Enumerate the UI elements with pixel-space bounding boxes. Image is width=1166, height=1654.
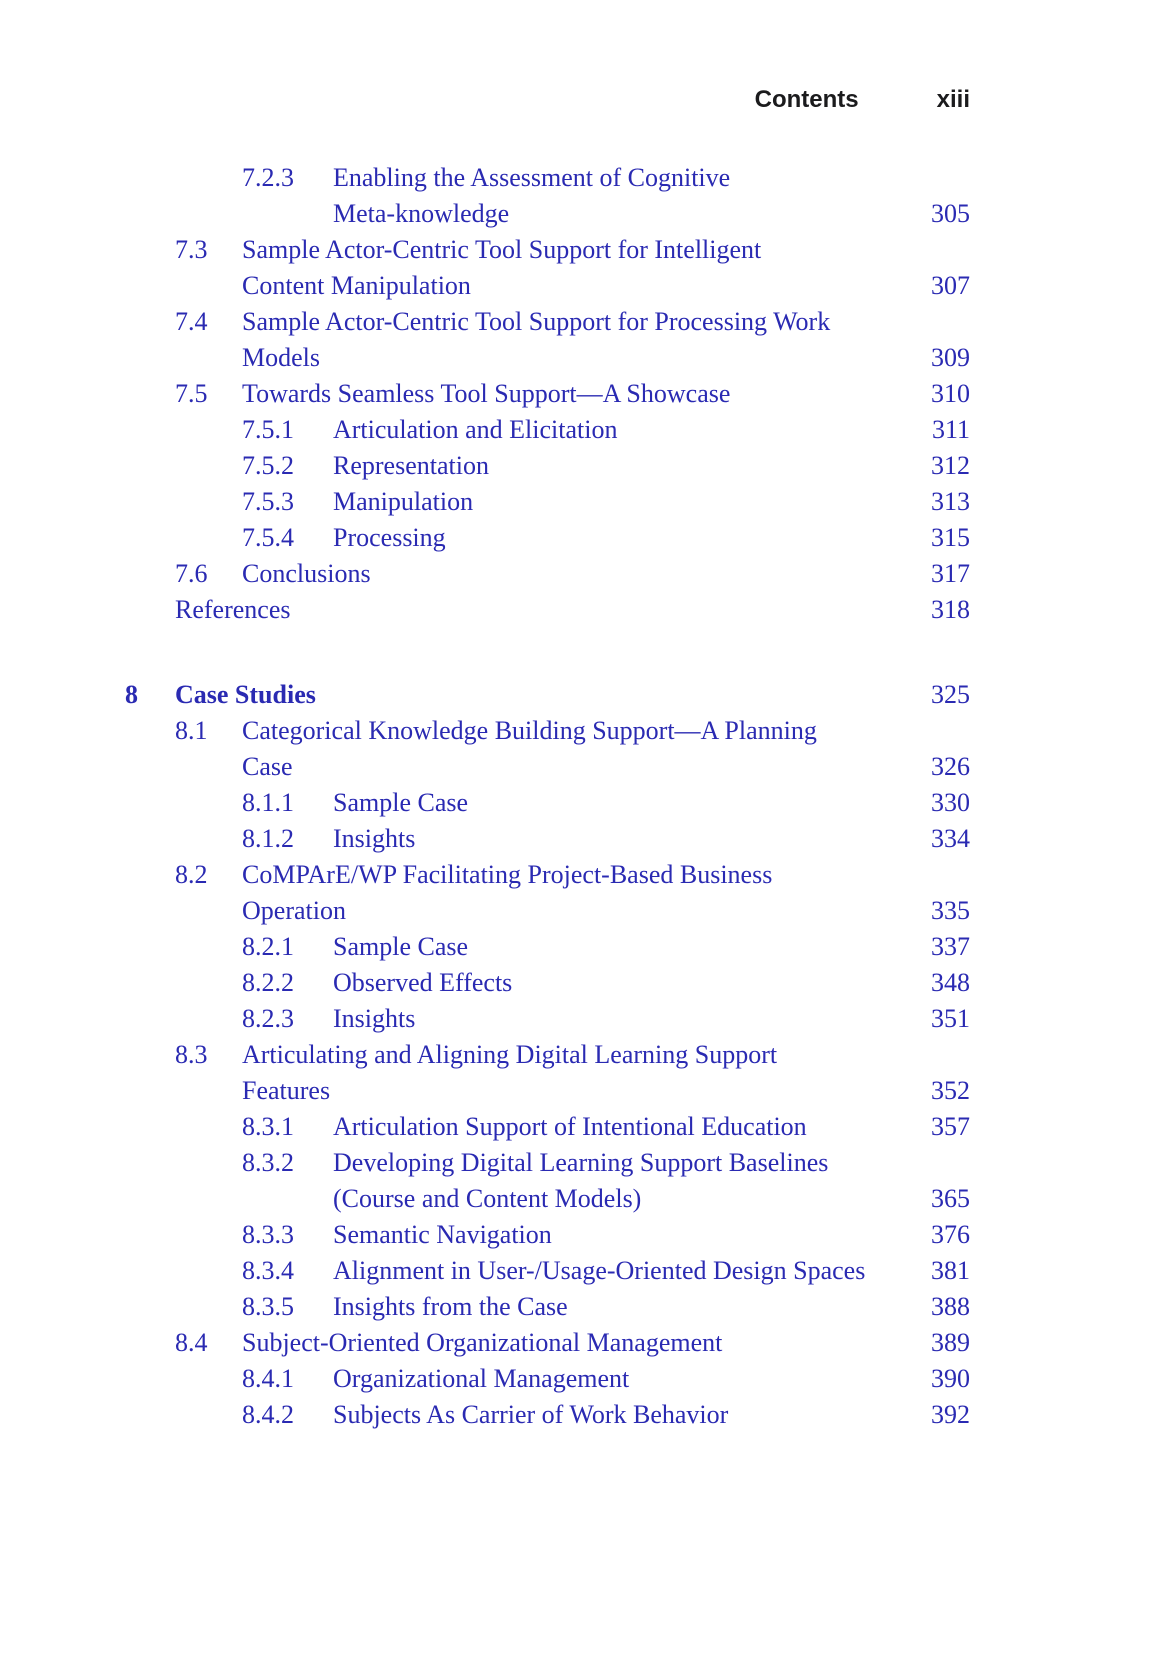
toc-entry-title[interactable]: Articulation Support of Intentional Education	[333, 1112, 807, 1141]
toc-entry-title[interactable]: Insights from the Case	[333, 1292, 568, 1321]
toc-entry-page[interactable]: 326	[931, 752, 970, 781]
toc-entry	[125, 1037, 970, 1109]
toc-entry-title[interactable]: Sample Case	[333, 788, 469, 817]
toc-entry	[125, 520, 970, 556]
toc-entry-number[interactable]: 7.5.4	[242, 523, 294, 552]
toc-entry-page[interactable]: 311	[931, 415, 970, 444]
toc-entry-title[interactable]: Towards Seamless Tool Support—A Showcase	[242, 379, 731, 408]
toc-entry-page[interactable]: 325	[931, 680, 970, 709]
toc-entry-page[interactable]: 305	[931, 199, 970, 228]
toc-entry-number[interactable]: 8	[125, 680, 138, 709]
toc-entry-title[interactable]: Organizational Management	[333, 1364, 630, 1393]
toc-entry-number[interactable]: 8.1.2	[242, 824, 294, 853]
toc-entry	[125, 1145, 970, 1217]
toc-entry-title[interactable]: Manipulation	[333, 487, 474, 516]
toc-entry-title[interactable]: Developing Digital Learning Support Baselines (Course and Content Models)	[333, 1148, 829, 1213]
toc-entry-page[interactable]: 335	[931, 896, 970, 925]
toc-entry-page[interactable]: 357	[931, 1112, 970, 1141]
toc-entry-number[interactable]: 8.4.2	[242, 1400, 294, 1429]
toc-entry-title[interactable]: Conclusions	[242, 559, 371, 588]
toc-entry	[125, 448, 970, 484]
toc-list	[125, 160, 970, 1433]
toc-entry-number[interactable]: 7.3	[175, 235, 208, 264]
toc-entry-number[interactable]: 7.2.3	[242, 163, 294, 192]
toc-entry-title[interactable]: Categorical Knowledge Building Support—A Planning Case	[242, 716, 817, 781]
toc-entry-title[interactable]: Subject-Oriented Organizational Management	[242, 1328, 723, 1357]
toc-entry	[125, 965, 970, 1001]
toc-entry	[125, 857, 970, 929]
toc-entry-number[interactable]: 8.2	[175, 860, 208, 889]
toc-entry-number[interactable]: 7.5.3	[242, 487, 294, 516]
header-title: Contents	[754, 86, 859, 113]
toc-entry-title[interactable]: CoMPArE/WP Facilitating Project-Based Business Operation	[242, 860, 773, 925]
toc-entry-number[interactable]: 8.2.2	[242, 968, 294, 997]
toc-entry	[125, 1361, 970, 1397]
toc-entry-page[interactable]: 389	[931, 1328, 970, 1357]
toc-entry-page[interactable]: 388	[931, 1292, 970, 1321]
toc-entry-title[interactable]: Articulation and Elicitation	[333, 415, 618, 444]
toc-entry-number[interactable]: 8.3.5	[242, 1292, 294, 1321]
toc-entry-page[interactable]: 317	[931, 559, 970, 588]
toc-entry-page[interactable]: 352	[931, 1076, 970, 1105]
toc-entry	[125, 1109, 970, 1145]
toc-entry-number[interactable]: 7.5	[175, 379, 208, 408]
toc-entry-number[interactable]: 7.5.2	[242, 451, 294, 480]
toc-entry-page[interactable]: 351	[931, 1004, 970, 1033]
toc-entry-page[interactable]: 309	[931, 343, 970, 372]
toc-entry-page[interactable]: 390	[931, 1364, 970, 1393]
toc-entry-page[interactable]: 330	[931, 788, 970, 817]
toc-entry-number[interactable]: 8.3.1	[242, 1112, 294, 1141]
toc-entry-title[interactable]: Processing	[333, 523, 446, 552]
toc-entry-title[interactable]: Observed Effects	[333, 968, 513, 997]
toc-entry-title[interactable]: Alignment in User-/Usage-Oriented Design Spaces	[333, 1256, 866, 1285]
toc-entry-number[interactable]: 8.4.1	[242, 1364, 294, 1393]
toc-entry-title[interactable]: Articulating and Aligning Digital Learning Support Features	[242, 1040, 778, 1105]
toc-entry-page[interactable]: 334	[931, 824, 970, 853]
running-head	[125, 86, 970, 114]
toc-entry-page[interactable]: 313	[931, 487, 970, 516]
toc-entry-number[interactable]: 8.2.1	[242, 932, 294, 961]
toc-entry-number[interactable]: 7.4	[175, 307, 208, 336]
toc-entry	[125, 677, 970, 713]
toc-entry	[125, 1217, 970, 1253]
toc-entry-number[interactable]: 8.2.3	[242, 1004, 294, 1033]
toc-entry-title[interactable]: Case Studies	[175, 680, 316, 709]
toc-entry	[125, 821, 970, 857]
toc-entry	[125, 1325, 970, 1361]
toc-entry-page[interactable]: 307	[931, 271, 970, 300]
toc-entry-number[interactable]: 8.4	[175, 1328, 208, 1357]
toc-entry-number[interactable]: 8.3.3	[242, 1220, 294, 1249]
toc-entry-number[interactable]: 8.3.2	[242, 1148, 294, 1177]
toc-entry	[125, 592, 970, 628]
toc-entry-page[interactable]: 392	[931, 1400, 970, 1429]
toc-entry-page[interactable]: 318	[931, 595, 970, 624]
header-page-number: xiii	[936, 86, 970, 113]
toc-entry-title[interactable]: Subjects As Carrier of Work Behavior	[333, 1400, 729, 1429]
toc-entry-title[interactable]: References	[175, 595, 291, 624]
toc-entry	[125, 376, 970, 412]
toc-entry-page[interactable]: 365	[931, 1184, 970, 1213]
toc-entry	[125, 232, 970, 304]
toc-entry-title[interactable]: Insights	[333, 1004, 416, 1033]
toc-entry-title[interactable]: Sample Actor-Centric Tool Support for Processing Work Models	[242, 307, 831, 372]
toc-entry	[125, 1253, 970, 1289]
toc-entry-title[interactable]: Insights	[333, 824, 416, 853]
toc-entry-title[interactable]: Representation	[333, 451, 489, 480]
toc-entry	[125, 785, 970, 821]
toc-entry	[125, 484, 970, 520]
toc-entry-number[interactable]: 7.5.1	[242, 415, 294, 444]
toc-entry-number[interactable]: 8.3	[175, 1040, 208, 1069]
toc-entry	[125, 1289, 970, 1325]
toc-entry	[125, 1001, 970, 1037]
toc-entry-page[interactable]: 312	[931, 451, 970, 480]
toc-entry	[125, 412, 970, 448]
toc-entry-number[interactable]: 8.1	[175, 716, 208, 745]
toc-entry-title[interactable]: Sample Case	[333, 932, 469, 961]
toc-entry-title[interactable]: Enabling the Assessment of Cognitive Meta-knowledge	[333, 163, 731, 228]
toc-entry	[125, 304, 970, 376]
toc-entry-page[interactable]: 376	[931, 1220, 970, 1249]
toc-entry	[125, 1397, 970, 1433]
toc-entry-number[interactable]: 8.3.4	[242, 1256, 294, 1285]
toc-entry-title[interactable]: Sample Actor-Centric Tool Support for Intelligent Content Manipulation	[242, 235, 762, 300]
toc-entry-title[interactable]: Semantic Navigation	[333, 1220, 552, 1249]
toc-entry-number[interactable]: 8.1.1	[242, 788, 294, 817]
toc-entry-page[interactable]: 337	[931, 932, 970, 961]
toc-entry-number[interactable]: 7.6	[175, 559, 208, 588]
toc-entry	[125, 160, 970, 232]
toc-entry-page[interactable]: 348	[931, 968, 970, 997]
toc-entry	[125, 556, 970, 592]
toc-entry-page[interactable]: 315	[931, 523, 970, 552]
toc-entry-page[interactable]: 381	[931, 1256, 970, 1285]
toc-entry	[125, 929, 970, 965]
toc-entry-page[interactable]: 310	[931, 379, 970, 408]
toc-entry	[125, 713, 970, 785]
